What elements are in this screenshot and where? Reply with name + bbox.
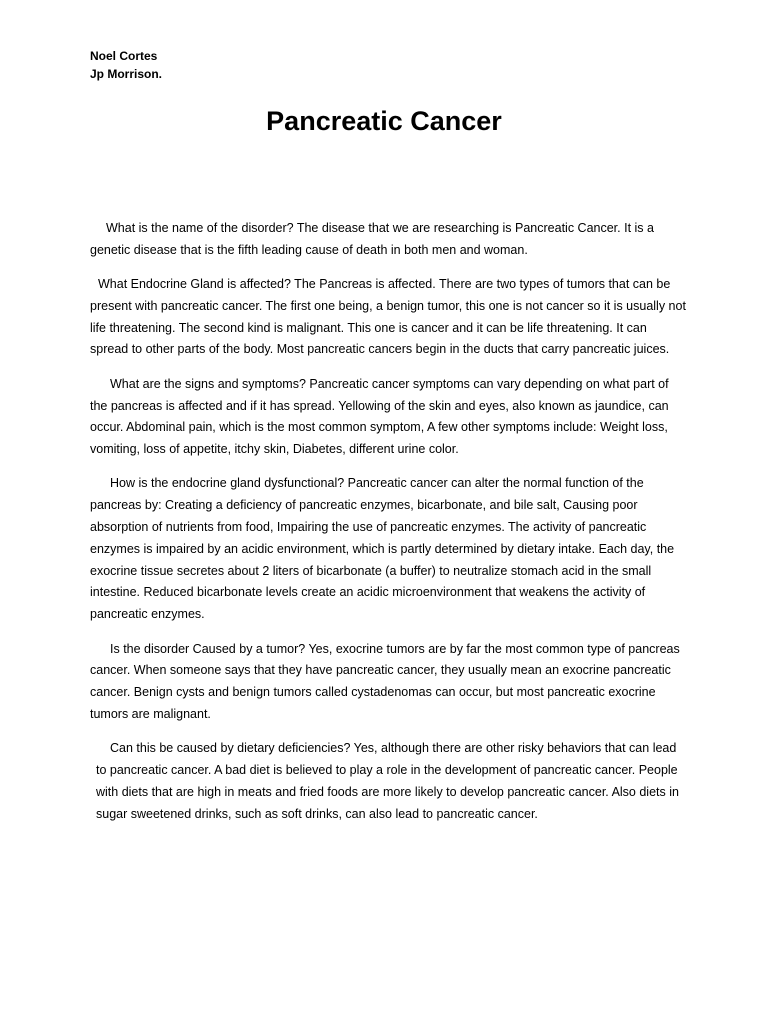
paragraph-gland-affected: What Endocrine Gland is affected? The Pancreas is affected. There are two types of tumors that can be present with pancreatic cancer. The first one being, a benign tumor, this one is not cancer so it is usually not life threatening. The second kind is malignant. This one is cancer and it can be life threatening. It can spread to other parts of the body. Most pancreatic cancers begin in the ducts that carry pancreatic juices. [90,277,686,357]
document-body [90,218,686,825]
author-block [90,47,162,83]
author-name: Jp Morrison. [90,67,163,81]
document-title: Pancreatic Cancer [266,106,502,136]
paragraph-gland-dysfunction: How is the endocrine gland dysfunctional? Pancreatic cancer can alter the normal function of the pancreas by: Creating a deficiency of pancreatic enzymes, bicarbonate, and bile salt, Causing poor absorption of nutrients from food, Impairing the use of pancreatic enzymes. The activity of pancreatic enzymes is impaired by an acidic environment, which is partly determined by dietary intake. Each day, the exocrine tissue secretes about 2 liters of bicarbonate (a buffer) to neutralize stomach acid in the small intestine. Reduced bicarbonate levels create an acidic microenvironment that weakens the activity of pancreatic enzymes. [90,476,675,622]
paragraph-dietary-deficiencies [90,738,686,825]
paragraph-signs-symptoms: What are the signs and symptoms? Pancreatic cancer symptoms can vary depending on what part of the pancreas is affected and if it has spread. Yellowing of the skin and eyes, also known as jaundice, can occur. Abdominal pain, which is the most common symptom, A few other symptoms include: Weight loss, vomiting, loss of appetite, itchy skin, Diabetes, different urine color. [90,376,669,457]
author-name: Noel Cortes [90,49,158,63]
paragraph-disorder-name: What is the name of the disorder? The disease that we are researching is Pancreatic Cancer. It is a genetic disease that is the fifth leading cause of death in both men and woman. [90,221,654,257]
paragraph-tumor-cause: Is the disorder Caused by a tumor? Yes, exocrine tumors are by far the most common type of pancreas cancer. When someone says that they have pancreatic cancer, they usually mean an exocrine pancreatic cancer. Benign cysts and benign tumors called cystadenomas can occur, but most pancreatic exocrine tumors are malignant. [90,641,680,721]
paragraph-text: Can this be caused by dietary deficiencies? Yes, although there are other risky behaviors that can lead to pancreatic cancer. A bad diet is believed to play a role in the development of pancreatic cancer. People with diets that are high in meats and fried foods are more likely to develop pancreatic cancer. Also diets in sugar sweetened drinks, such as soft drinks, can also lead to pancreatic cancer. [96,741,679,821]
